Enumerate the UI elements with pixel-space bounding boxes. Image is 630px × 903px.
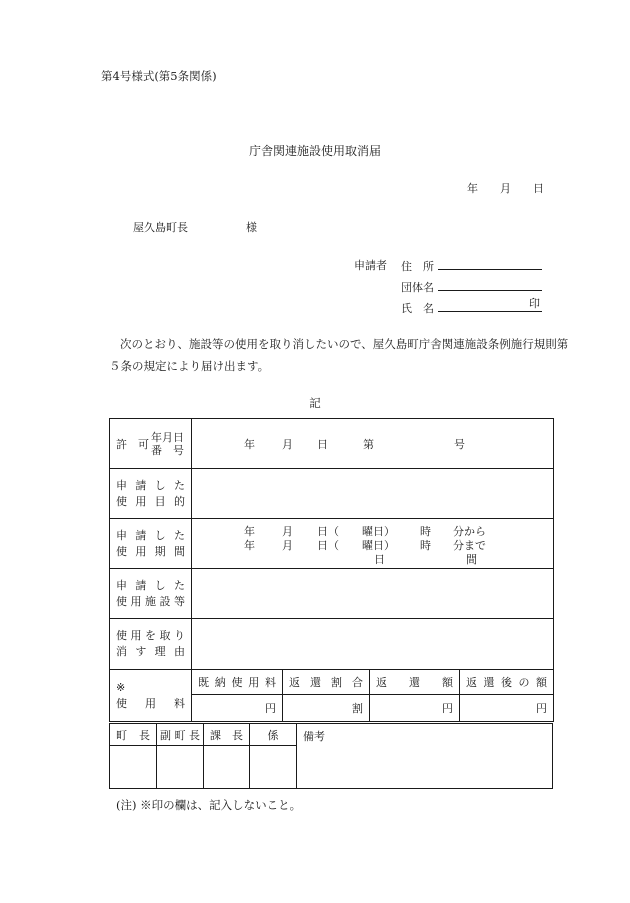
remarks-label: 備考 <box>303 730 325 743</box>
period-value[interactable] <box>192 519 554 569</box>
fee-label-text: 使 用 料 <box>116 696 185 710</box>
approval-staff: 係 <box>250 724 297 746</box>
body-text: 次のとおり、施設等の使用を取り消したいので、屋久島町庁舎関連施設条例施行規則第５条の規定により届け出ます。 <box>109 337 569 373</box>
permit-prefix: 許 可 <box>116 437 149 451</box>
fee-value-after[interactable]: 円 <box>460 695 554 722</box>
approval-header-row <box>110 724 553 746</box>
group-label: 団体名 <box>401 281 434 294</box>
remarks-cell[interactable] <box>297 724 553 789</box>
footnote: (注) ※印の欄は、記入しないこと。 <box>116 798 302 812</box>
addressee-honorific: 様 <box>246 221 257 234</box>
permit-day: 日 <box>317 437 328 451</box>
to-weekday: 曜日） <box>362 538 395 552</box>
permit-dai: 第 <box>363 437 374 451</box>
fee-header-paid: 既納使用料 <box>192 670 283 695</box>
purpose-value[interactable] <box>192 469 554 519</box>
to-month: 月 <box>282 538 293 552</box>
purpose-label <box>110 469 192 519</box>
date-year: 年 <box>467 182 478 195</box>
applicant-name-field[interactable] <box>401 299 542 316</box>
main-table <box>109 418 554 722</box>
approval-section-chief: 課長 <box>204 724 250 746</box>
purpose-label-line2: 使用目的 <box>116 494 185 508</box>
stamp-section-chief[interactable] <box>204 746 250 789</box>
reason-label-line2: 消す理由 <box>116 645 185 658</box>
to-day: 日（ <box>317 538 339 552</box>
to-minute: 分まで <box>453 538 486 552</box>
applicant-group-field[interactable] <box>401 278 542 295</box>
to-year: 年 <box>244 538 255 552</box>
approval-table <box>109 723 553 789</box>
permit-label-top: 年月日 <box>151 430 184 444</box>
applicant-label: 申請者 <box>354 259 387 272</box>
reason-label <box>110 619 192 670</box>
period-label-line1: 申請した <box>116 528 185 542</box>
days-day: 日 <box>374 552 385 566</box>
address-label: 住 所 <box>401 260 434 273</box>
fee-mark: ※ <box>116 680 126 694</box>
facility-label-line2: 使用施設等 <box>116 594 185 608</box>
form-number: 第4号様式(第5条関係) <box>101 69 217 83</box>
fee-value-paid[interactable]: 円 <box>192 695 283 722</box>
reason-row <box>110 619 554 670</box>
permit-label <box>110 419 192 469</box>
record-heading: 記 <box>309 396 321 410</box>
period-label <box>110 519 192 569</box>
purpose-label-line1: 申請した <box>116 478 185 492</box>
days-span: 間 <box>466 552 477 566</box>
facility-value[interactable] <box>192 569 554 619</box>
from-year: 年 <box>244 524 255 538</box>
date-day: 日 <box>533 182 544 195</box>
fee-value-ratio[interactable]: 割 <box>283 695 370 722</box>
permit-label-bottom: 番 号 <box>151 443 184 457</box>
from-minute: 分から <box>453 524 486 538</box>
applicant-address-field[interactable] <box>401 257 542 274</box>
period-row <box>110 519 554 569</box>
fee-header-refund: 返還額 <box>370 670 460 695</box>
stamp-deputy-mayor[interactable] <box>157 746 204 789</box>
permit-label-stack <box>151 431 184 457</box>
approval-mayor: 町長 <box>110 724 157 746</box>
permit-row <box>110 419 554 469</box>
name-label: 氏 名 <box>401 302 434 315</box>
purpose-row <box>110 469 554 519</box>
reason-value[interactable] <box>192 619 554 670</box>
permit-month: 月 <box>282 437 293 451</box>
to-hour: 時 <box>420 538 431 552</box>
from-hour: 時 <box>420 524 431 538</box>
addressee-name: 屋久島町長 <box>133 221 188 234</box>
stamp-staff[interactable] <box>250 746 297 789</box>
from-day: 日（ <box>317 524 339 538</box>
permit-year: 年 <box>244 437 255 451</box>
permit-go: 号 <box>454 437 465 451</box>
fee-header-ratio: 返還割合 <box>283 670 370 695</box>
facility-label-line1: 申請した <box>116 578 185 592</box>
group-input-line[interactable] <box>438 278 542 291</box>
period-label-line2: 使用期間 <box>116 544 185 558</box>
addressee <box>133 219 257 235</box>
fee-label <box>110 670 192 722</box>
fee-header-row <box>110 670 554 695</box>
date-month: 月 <box>500 182 511 195</box>
approval-deputy-mayor: 副町長 <box>157 724 204 746</box>
facility-label <box>110 569 192 619</box>
reason-label-line1: 使用を取り <box>116 629 185 642</box>
address-input-line[interactable] <box>438 257 542 270</box>
from-month: 月 <box>282 524 293 538</box>
document-title: 庁舎関連施設使用取消届 <box>248 144 381 158</box>
permit-value[interactable] <box>192 419 554 469</box>
stamp-mayor[interactable] <box>110 746 157 789</box>
name-input-line[interactable] <box>438 299 542 312</box>
seal-mark: 印 <box>529 297 540 310</box>
fee-value-refund[interactable]: 円 <box>370 695 460 722</box>
fee-header-after: 返還後の額 <box>460 670 554 695</box>
facility-row <box>110 569 554 619</box>
date-line <box>467 180 544 196</box>
from-weekday: 曜日） <box>362 524 395 538</box>
